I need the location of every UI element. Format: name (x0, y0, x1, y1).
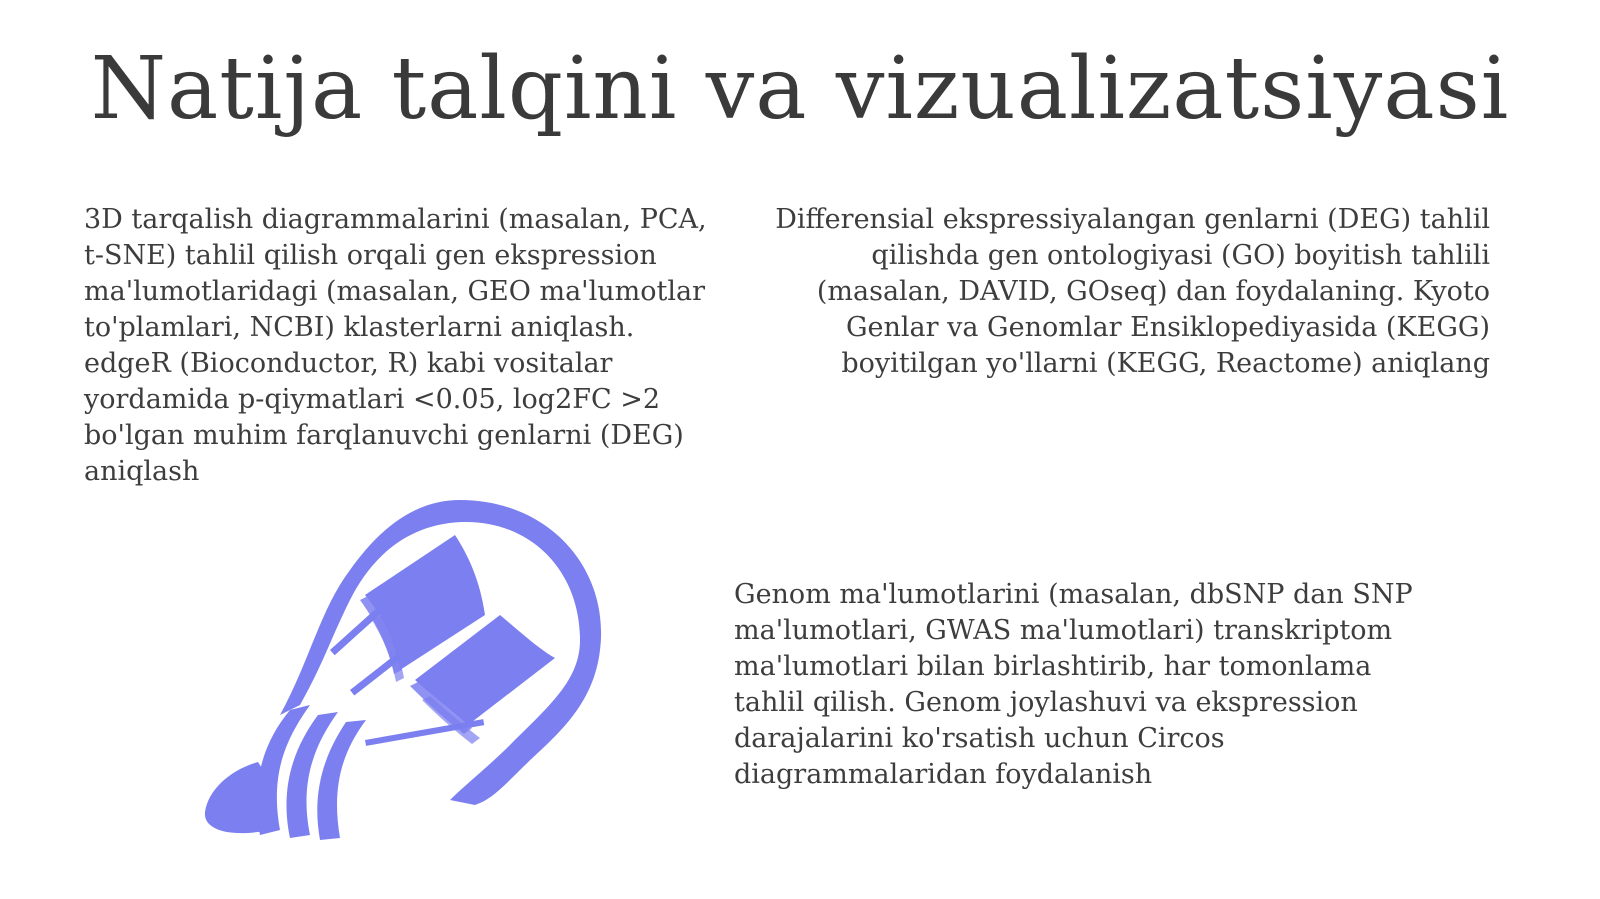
lightbulb-with-books-icon (200, 500, 620, 860)
paragraph-clustering: 3D tarqalish diagrammalarini (masalan, PCA, t-SNE) tahlil qilish orqali gen ekspression ma'lumotlaridagi (masalan, GEO ma'lumotlar to'plamlari, NCBI) klasterlarni aniqlash. edgeR (Bioconductor, R) kabi vositalar yordamida p-qiymatlari <0.05, log2FC >2 bo'lgan muhim farqlanuvchi genlarni (DEG) aniqlash (84, 204, 707, 487)
paragraph-go-enrichment: Differensial ekspressiyalangan genlarni (DEG) tahlil qilishda gen ontologiyasi (GO) boyitish tahlili (masalan, DAVID, GOseq) dan foydalaning. Kyoto Genlar va Genomlar Ensiklopediyasida (KEGG) boyitilgan yo'llarni (KEGG, Reactome) aniqlang (775, 204, 1490, 379)
paragraph-genome-integration: Genom ma'lumotlarini (masalan, dbSNP dan SNP ma'lumotlari, GWAS ma'lumotlari) transkriptom ma'lumotlari bilan birlashtirib, har tomonlama tahlil qilish. Genom joylashuvi va ekspression darajalarini ko'rsatish uchun Circos diagrammalaridan foydalanish (734, 579, 1413, 790)
slide-title: Natija talqini va vizualizatsiyasi (90, 39, 1510, 139)
